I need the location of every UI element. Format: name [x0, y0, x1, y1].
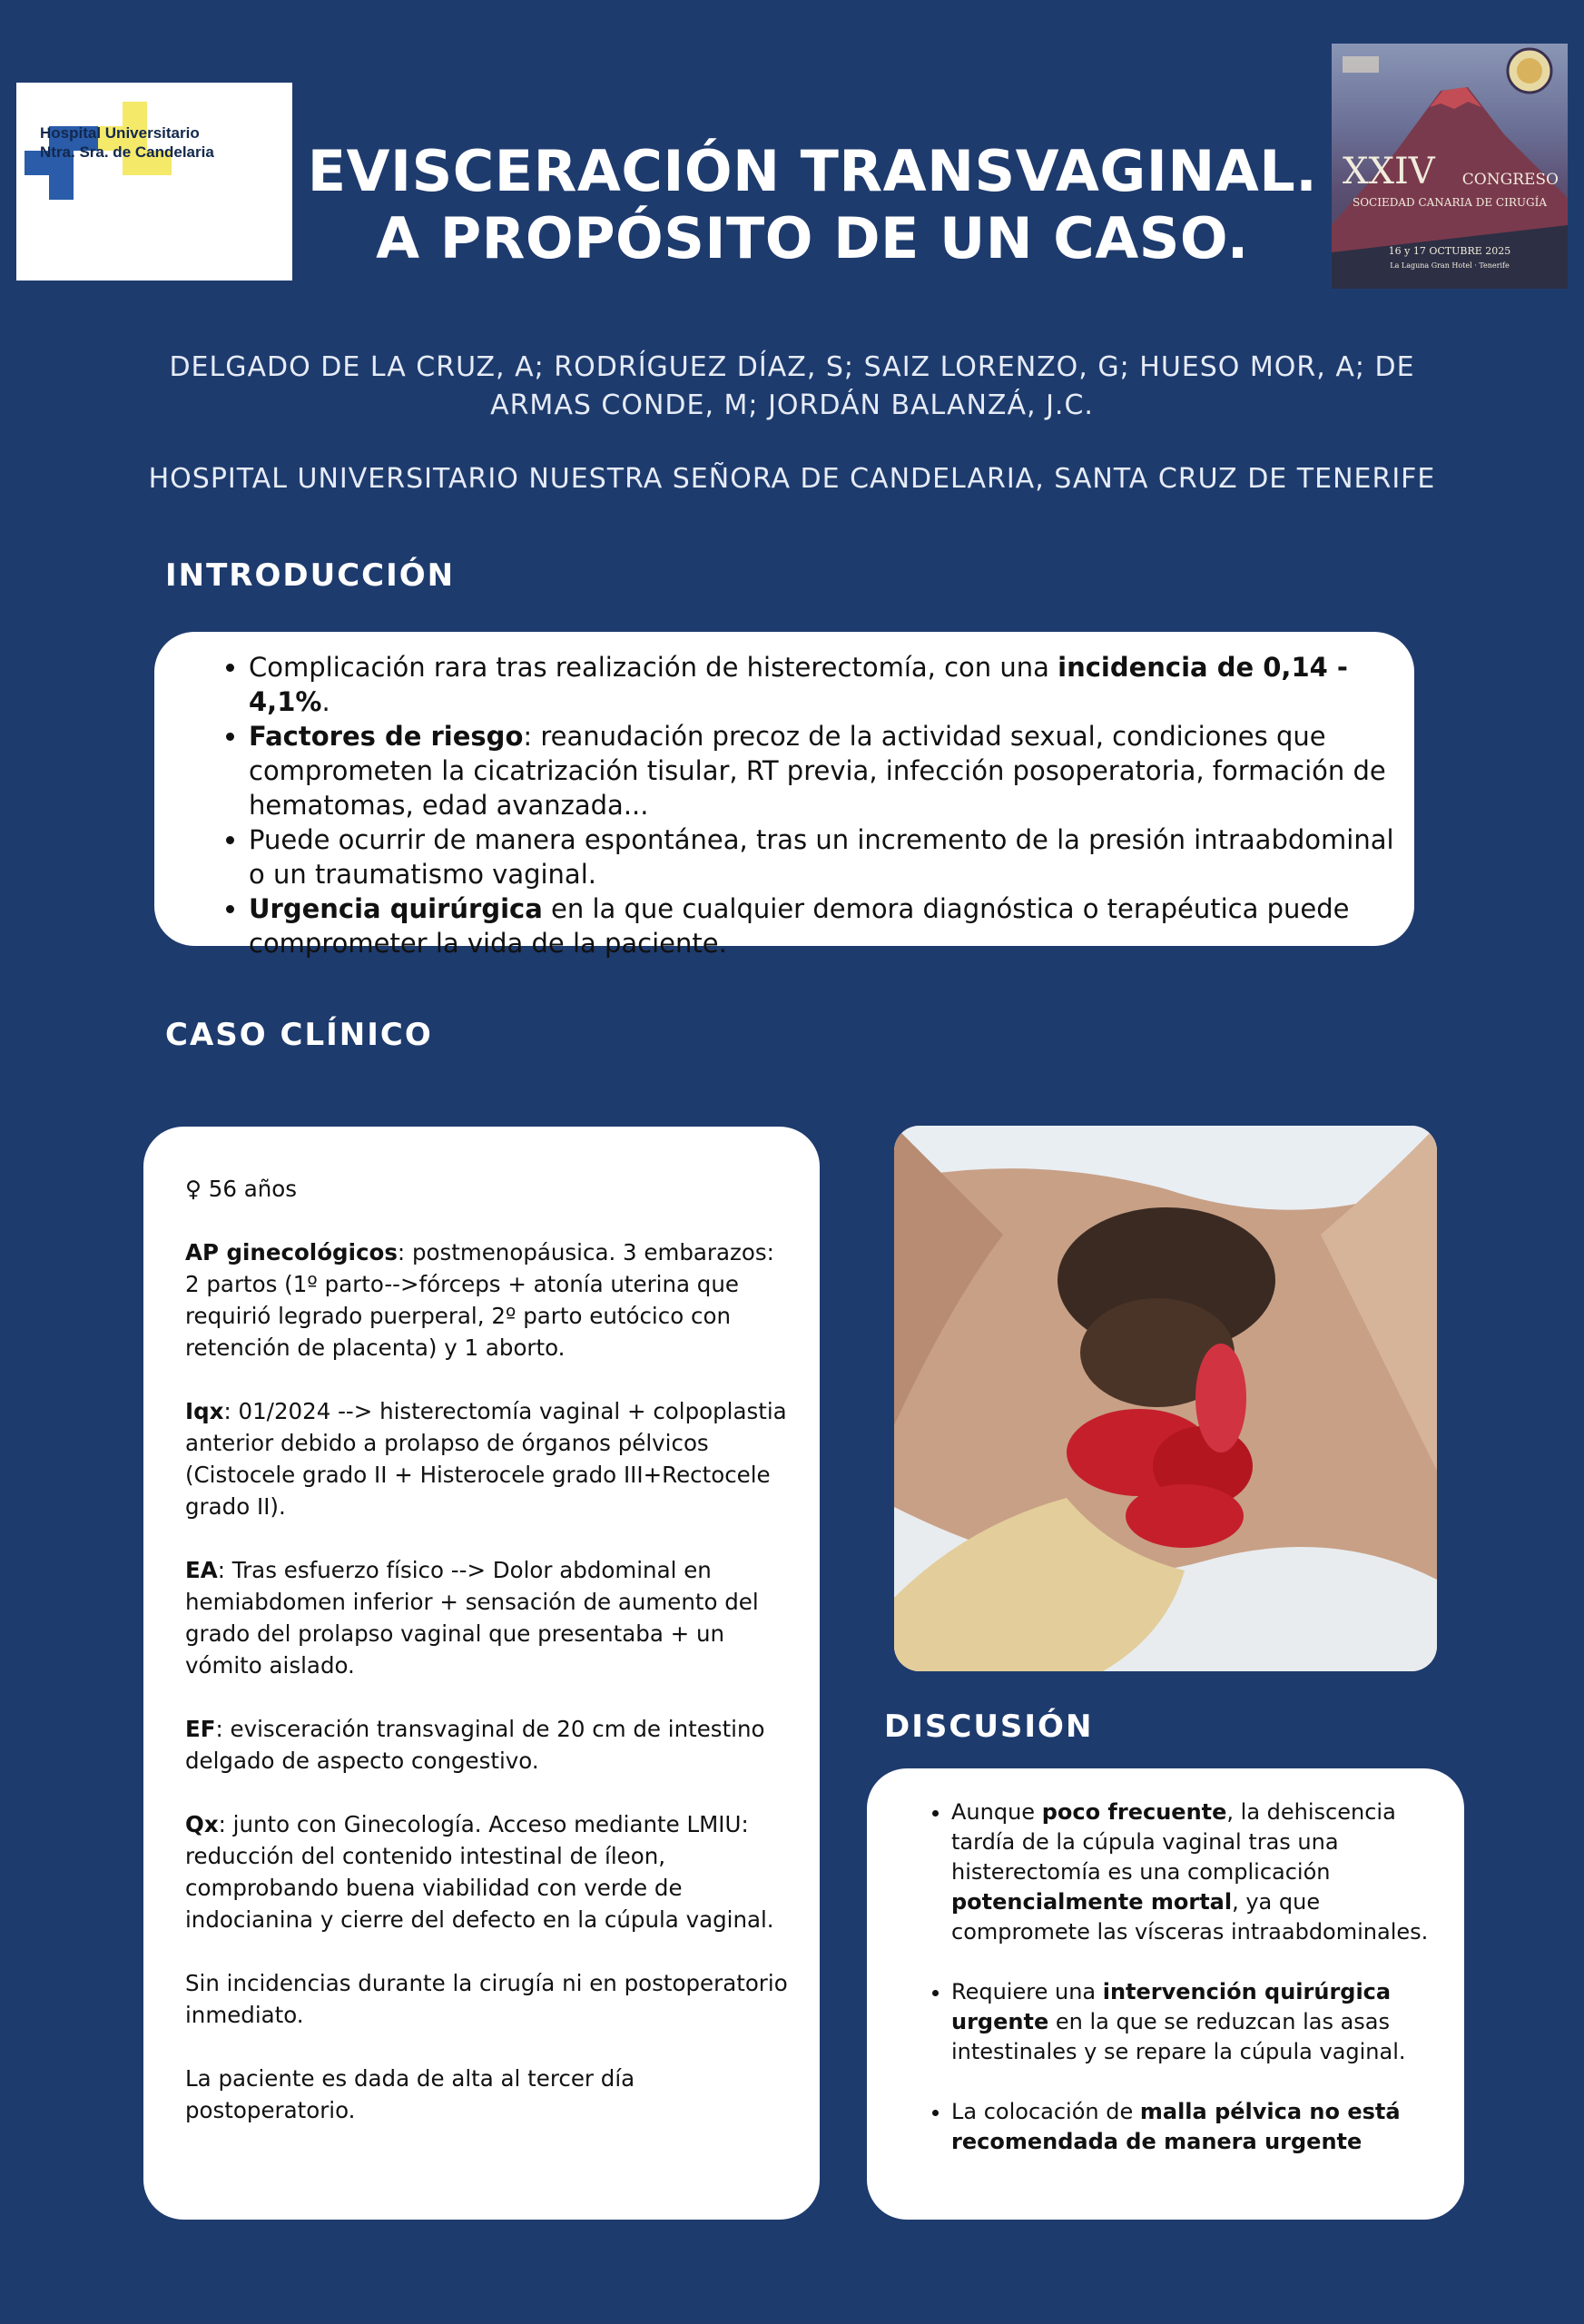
congress-numeral: XXIV: [1343, 151, 1435, 192]
clinical-photo: [894, 1126, 1437, 1671]
case-ef: EF: evisceración transvaginal de 20 cm de intestino delgado de aspecto congestivo.: [185, 1716, 765, 1774]
discussion-list: [908, 1797, 1441, 2187]
intro-heading: INTRODUCCIÓN: [165, 557, 456, 594]
logo-square: [123, 102, 147, 126]
list-item: • Complicación rara tras realización de histerectomía, con una incidencia de 0,14 - 4,1%.: [249, 650, 1396, 719]
congress-badge: [1332, 44, 1568, 289]
clinical-photo-image: [894, 1126, 1437, 1671]
case-iqx: Iqx: 01/2024 --> histerectomía vaginal + colpoplastia anterior debido a prolapso de órganos pélvicos (Cistocele grado II + Histerocele grado III+Rectocele grado II).: [185, 1398, 787, 1520]
title-line-2: A PROPÓSITO DE UN CASO.: [376, 205, 1249, 271]
authors-line-1: DELGADO DE LA CRUZ, A; RODRÍGUEZ DÍAZ, S; SAIZ LORENZO, G; HUESO MOR, A; DE: [169, 351, 1415, 383]
poster-title: [300, 138, 1325, 272]
discussion-heading: DISCUSIÓN: [884, 1709, 1094, 1745]
case-ap: AP ginecológicos: postmenopáusica. 3 embarazos: 2 partos (1º parto-->fórceps + atonía uterina que requirió legrado puerperal, 2º parto eutócico con retención de placenta) y 1 aborto.: [185, 1239, 774, 1361]
list-item: • Urgencia quirúrgica en la que cualquier demora diagnóstica o terapéutica puede comprometer la vida de la paciente.: [249, 891, 1396, 960]
list-item: • Puede ocurrir de manera espontánea, tras un incremento de la presión intraabdominal o un traumatismo vaginal.: [249, 822, 1396, 891]
hospital-logo: [16, 83, 292, 281]
case-ea: EA: Tras esfuerzo físico --> Dolor abdominal en hemiabdomen inferior + sensación de aumento del grado del prolapso vaginal que presentaba + un vómito aislado.: [185, 1557, 759, 1679]
case-qx: Qx: junto con Ginecología. Acceso mediante LMIU: reducción del contenido intestinal de íleon, comprobando buena viabilidad con verde de indocianina y cierre del defecto en la cúpula vaginal.: [185, 1811, 774, 1933]
intro-list: [216, 650, 1396, 960]
congress-dates: 16 y 17 OCTUBRE 2025: [1388, 245, 1511, 257]
case-text: [185, 1173, 795, 2158]
list-item: • La colocación de malla pélvica no está recomendada de manera urgente: [951, 2097, 1441, 2157]
congress-word: CONGRESO: [1461, 171, 1559, 189]
list-item: • Factores de riesgo: reanudación precoz de la actividad sexual, condiciones que comprometen la cicatrización tisular, RT previa, infección posoperatoria, formación de hematomas, edad avanzada...: [249, 719, 1396, 822]
title-line-1: EVISCERACIÓN TRANSVAGINAL.: [307, 138, 1318, 204]
list-item: • Requiere una intervención quirúrgica urgente en la que se reduzcan las asas intestinales y se repare la cúpula vaginal.: [951, 1977, 1441, 2067]
authors: [163, 349, 1421, 425]
logo-line-1: Hospital Universitario: [40, 124, 200, 142]
affiliation: HOSPITAL UNIVERSITARIO NUESTRA SEÑORA DE CANDELARIA, SANTA CRUZ DE TENERIFE: [148, 463, 1436, 495]
case-heading: CASO CLÍNICO: [165, 1017, 433, 1053]
congress-venue: La Laguna Gran Hotel · Tenerife: [1390, 261, 1510, 270]
logo-square: [49, 175, 74, 200]
case-alta: La paciente es dada de alta al tercer día postoperatorio.: [185, 2065, 635, 2123]
case-incidencias: Sin incidencias durante la cirugía ni en postoperatorio inmediato.: [185, 1970, 788, 2028]
list-item: • Aunque poco frecuente, la dehiscencia tardía de la cúpula vaginal tras una histerectomía es una complicación potencialmente mortal, ya que compromete las vísceras intraabdominales.: [951, 1797, 1441, 1947]
logo-text: [40, 123, 276, 162]
logo-line-2: Ntra. Sra. de Candelaria: [40, 143, 214, 161]
case-age: ♀ 56 años: [185, 1176, 297, 1202]
authors-line-2: ARMAS CONDE, M; JORDÁN BALANZÁ, J.C.: [490, 389, 1094, 421]
congress-society: SOCIEDAD CANARIA DE CIRUGÍA: [1353, 196, 1547, 209]
